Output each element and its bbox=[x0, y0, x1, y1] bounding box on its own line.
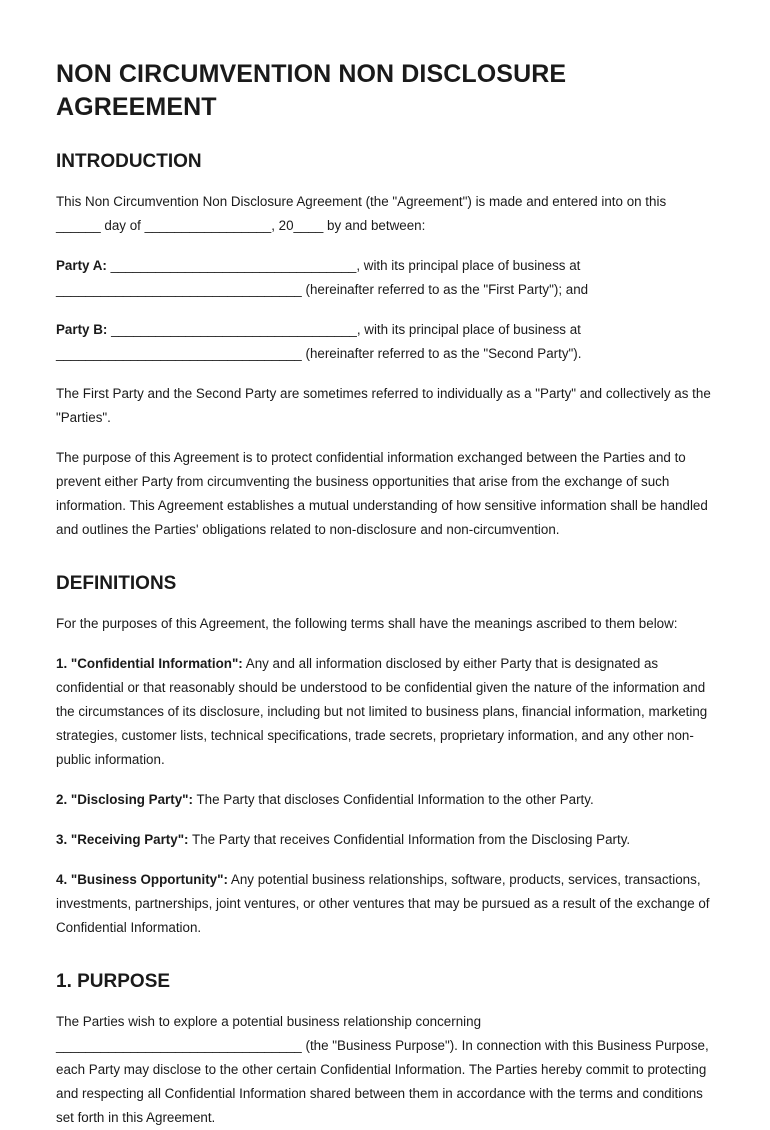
party-a-label: Party A: bbox=[56, 258, 107, 273]
definition-item bbox=[56, 788, 714, 812]
definition-text: The Party that discloses Confidential Information to the other Party. bbox=[192, 792, 594, 807]
section-heading-definitions: DEFINITIONS bbox=[56, 573, 177, 594]
definition-item bbox=[56, 652, 714, 772]
introduction-paragraph-3: The purpose of this Agreement is to protect confidential information exchanged between the Parties and to prevent either Party from circumventing the business opportunities that arise from the exchange of such information. This Agreement establishes a mutual understanding of how sensitive information shall be handled and outlines the Parties' obligations related to non-disclosure and non-circumvention. bbox=[56, 450, 708, 537]
section-heading-purpose: 1. PURPOSE bbox=[56, 971, 171, 992]
introduction-paragraph-1: This Non Circumvention Non Disclosure Agreement (the "Agreement") is made and entered into on this ______ day of _________________, 20____ by and between: bbox=[56, 194, 667, 233]
party-b-paragraph bbox=[56, 318, 714, 366]
purpose-paragraph-1: The Parties wish to explore a potential business relationship concerning _________________________________ (the "Business Purpose"). In connection with this Business Purpose, each Party may disclose to the other certain Confidential Information. The Parties hereby commit to protecting and respecting all Confidential Information shared between them in accordance with the terms and conditions set forth in this Agreement. bbox=[56, 1014, 709, 1125]
definition-item bbox=[56, 828, 714, 852]
definitions-intro: For the purposes of this Agreement, the following terms shall have the meanings ascribed to them below: bbox=[56, 616, 678, 631]
definition-text: Any potential business relationships, software, products, services, transactions, investments, partnerships, joint ventures, or other ventures that may be pursued as a result of the exchange of Confidential Information. bbox=[56, 872, 710, 935]
party-b-label: Party B: bbox=[56, 322, 108, 337]
party-a-text: _________________________________, with its principal place of business at _________________________________ (hereinafter referred to as the "First Party"); and bbox=[56, 258, 589, 297]
party-a-paragraph bbox=[56, 254, 714, 302]
definition-term: 1. "Confidential Information": bbox=[56, 656, 243, 671]
definition-text: The Party that receives Confidential Information from the Disclosing Party. bbox=[188, 832, 631, 847]
definition-term: 4. "Business Opportunity": bbox=[56, 872, 228, 887]
definition-term: 3. "Receiving Party": bbox=[56, 832, 189, 847]
definition-text: Any and all information disclosed by either Party that is designated as confidential or that reasonably should be understood to be confidential given the nature of the information and the circumstances of its disclosure, including but not limited to business plans, financial information, marketing strategies, customer lists, technical specifications, trade secrets, proprietary information, and any other non-public information. bbox=[56, 656, 708, 767]
definition-item bbox=[56, 868, 714, 940]
definition-term: 2. "Disclosing Party": bbox=[56, 792, 193, 807]
page-title: NON CIRCUMVENTION NON DISCLOSURE AGREEMENT bbox=[56, 60, 567, 121]
introduction-paragraph-2: The First Party and the Second Party are sometimes referred to individually as a "Party" and collectively as the "Parties". bbox=[56, 386, 711, 425]
section-heading-introduction: INTRODUCTION bbox=[56, 151, 202, 172]
party-b-text: _________________________________, with its principal place of business at _________________________________ (hereinafter referred to as the "Second Party"). bbox=[56, 322, 582, 361]
